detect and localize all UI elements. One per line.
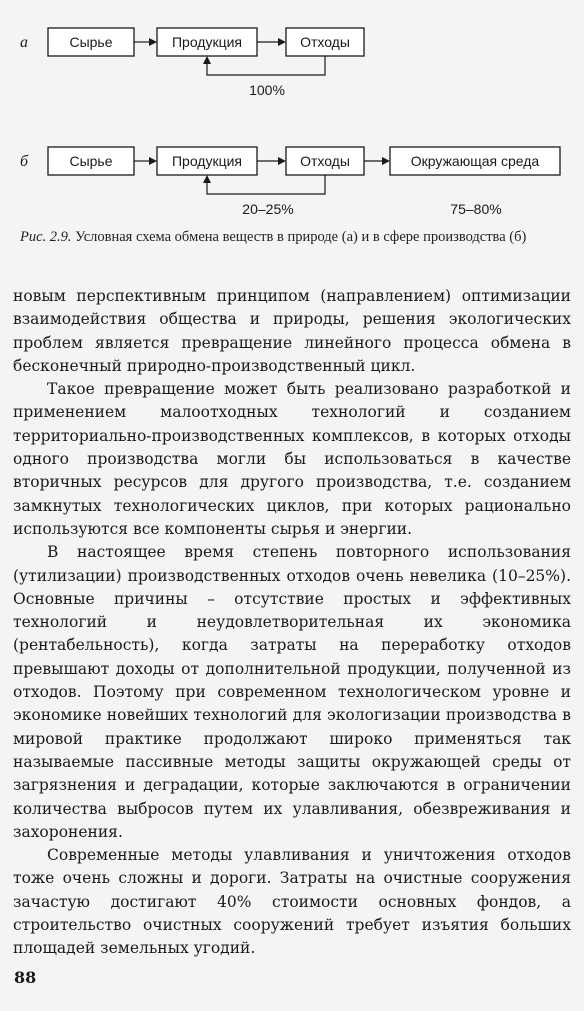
row-b-letter: б (20, 153, 29, 170)
row-b-feedback-loop (207, 175, 325, 194)
caption-text: Условная схема обмена веществ в природе (а) и в сфере производства (б) (75, 229, 527, 245)
row-a-feedback-loop (207, 56, 325, 75)
figure-caption (20, 227, 572, 248)
row-b-waste-label: Отходы (300, 153, 350, 169)
row-a-arrow-2-head (278, 38, 286, 46)
row-a-arrow-1-head (149, 38, 157, 46)
paragraph-1: новым перспективным принципом (направлением) оптимизации взаимодействия общества и природы, решения экологических проблем является превращение линейного процесса обмена в бесконечный природно-производственный цикл. (13, 287, 571, 375)
row-a-letter: а (20, 34, 28, 51)
page-number: 88 (14, 968, 37, 987)
row-b-feedback-percent: 20–25% (242, 201, 294, 217)
row-b-feedback-head (203, 175, 211, 183)
paragraph-4: Современные методы улавливания и уничтожения отходов тоже очень сложны и дороги. Затраты на очистные сооружения зачастую достигают 40% стоимости основных фондов, а строительство очистных сооружений требует изъятия больших площадей земельных угодий. (13, 846, 571, 958)
row-b-arrow-1-head (149, 157, 157, 165)
row-b-arrow-2-head (278, 157, 286, 165)
paragraph-3: В настоящее время степень повторного использования (утилизации) производственных отходов очень невелика (10–25%). Основные причины – отсутствие простых и эффективных технологий и неудовлетворительная их экономика (рентабельность), когда затраты на переработку отходов превышают доходы от дополнительной продукции, полученной из отходов. Поэтому при современном технологическом уровне и экономике новейших технологий для экологизации производства в мировой практике продолжают широко применяться так называемые пассивные методы защиты окружающей среды от загрязнения и деградации, которые заключаются в ограничении количества выбросов путем их улавливания, обезвреживания и захоронения. (13, 543, 571, 841)
row-a-feedback-head (203, 56, 211, 64)
exchange-scheme-svg (0, 0, 584, 225)
figure-diagram (0, 0, 584, 225)
row-b-environment-label: Окружающая среда (410, 153, 540, 169)
row-a-products-label: Продукция (171, 34, 243, 50)
row-a-waste-label: Отходы (300, 34, 350, 50)
row-b-products-label: Продукция (171, 153, 243, 169)
row-a-feedback-percent: 100% (249, 82, 285, 98)
row-b-arrow-3-head (382, 157, 390, 165)
row-b-raw-label: Сырье (69, 153, 113, 169)
row-a-raw-label: Сырье (69, 34, 113, 50)
caption-label: Рис. 2.9. (20, 229, 72, 245)
body-text (13, 285, 571, 961)
paragraph-2: Такое превращение может быть реализовано разработкой и применением малоотходных технологий и созданием территориально-производственных комплексов, в которых отходы одного производства могли бы использоваться в качестве вторичных ресурсов для другого производства, т.е. созданием замкнутых технологических циклов, при которых рационально используются все компоненты сырья и энергии. (13, 380, 571, 538)
row-b-environment-percent: 75–80% (450, 201, 502, 217)
